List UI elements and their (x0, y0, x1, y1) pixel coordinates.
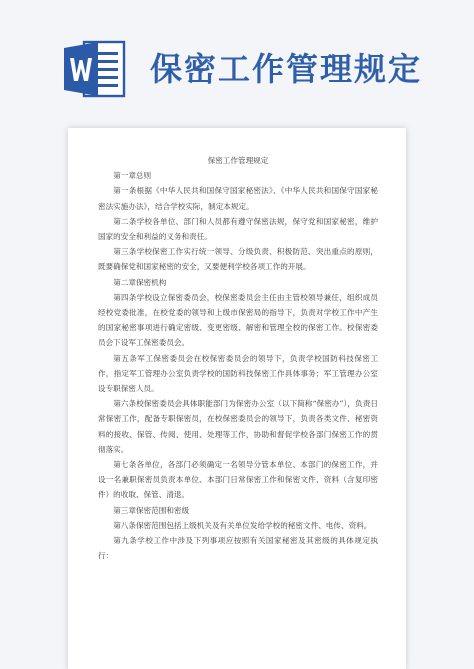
chapter-heading: 第三章保密范围和密级 (113, 505, 190, 515)
chapter-heading: 第一章总则 (113, 171, 152, 181)
document-title: 保密工作管理规定 (207, 156, 269, 165)
header-banner (0, 0, 474, 125)
article-paragraph: 第九条学校工作中涉及下列事项应按照有关国家秘密及其密级的具体规定执行： (98, 536, 378, 561)
document-body (98, 153, 378, 563)
word-doc-icon (62, 38, 126, 100)
banner-title: 保密工作管理规定 (150, 50, 423, 88)
article-paragraph: 第八条保密范围包括上级机关及有关单位发给学校的秘密文件、电传、资料。 (113, 520, 372, 530)
chapter-heading: 第二章保密机构 (113, 277, 167, 287)
article-paragraph: 第二条学校各单位、部门和人员都有遵守保密法规，保守党和国家秘密，维护国家的安全和利益的义务和责任。 (98, 216, 378, 242)
article-paragraph: 第七条各单位，各部门必须确定一名领导分管本单位、本部门的保密工作，并设一名兼职保密员负责本单位、本部门日常保密工作和保密文件、资料（含复印密件）的收取、保管、清退。 (98, 460, 378, 500)
article-paragraph: 第一条根据《中华人民共和国保守国家秘密法》、《中华人民共和国保守国家秘密法实施办法》，结合学校实际，制定本规定。 (98, 186, 378, 211)
article-paragraph: 第三条学校保密工作实行统一领导、分级负责、积极防范、突出重点的原则，既要确保党和国家秘密的安全，又要便利学校各项工作的开展。 (98, 247, 378, 272)
article-paragraph: 第五条军工保密委员会在校保密委员会的领导下，负责学校国防科技保密工作，指定军工管理办公室负责学校的国防科技保密工作具体事务；军工管理办公室设专职保密人员。 (98, 353, 378, 394)
article-paragraph: 第六条校保密委员会具体职能部门为保密办公室（以下简称“保密办”），负责日常保密工作，配备专职保密员，在校保密委员会的领导下，负责各类文件、秘密资料的接收、保管、传阅、使用、处理等工作，协助和督促学校各部门保密工作的贯彻落实。 (98, 399, 378, 454)
article-paragraph: 第四条学校设立保密委员会，校保密委员会主任由主管校领导兼任，组织成员经校党委批准，在校党委的领导和上级市保密局的指导下，负责对学校工作中产生的国家秘密事项进行确定密级、变更密级、解密和管理全校的保密工作。校保密委员会下设军工保密委员会。 (98, 292, 378, 348)
document-page (68, 128, 406, 669)
